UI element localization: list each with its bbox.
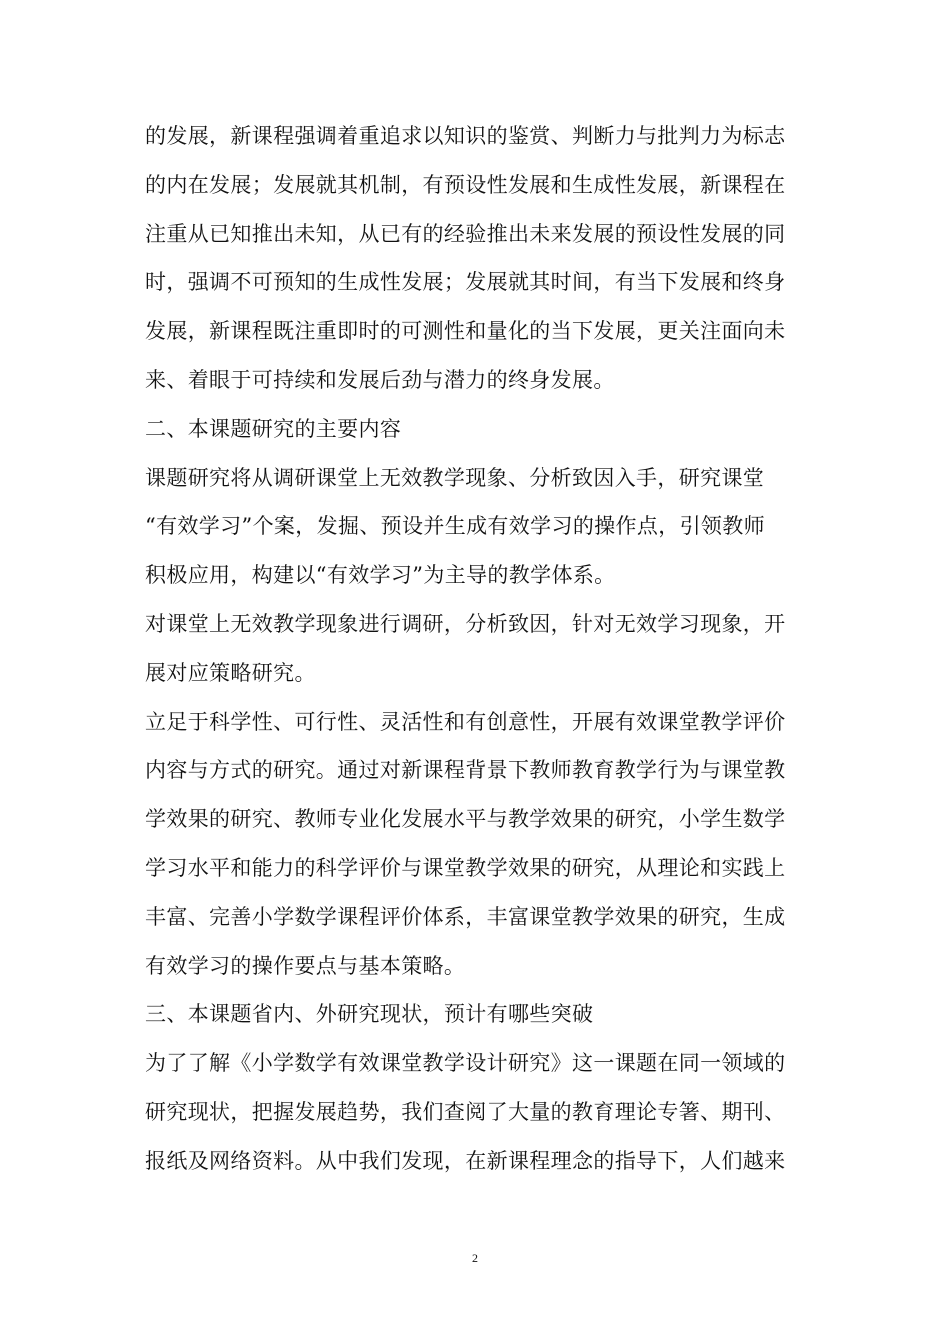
text-line: 丰富、完善小学数学课程评价体系，丰富课堂教学效果的研究，生成	[145, 904, 786, 929]
text-line: 课题研究将从调研课堂上无效教学现象、分析致因入手，研究课堂	[145, 465, 765, 490]
text-line: 学效果的研究、教师专业化发展水平与教学效果的研究，小学生数学	[145, 807, 786, 832]
text-line: 展对应策略研究。	[145, 660, 316, 685]
text-line: 学习水平和能力的科学评价与课堂教学效果的研究，从理论和实践上	[145, 855, 786, 880]
text-line: 的内在发展；发展就其机制，有预设性发展和生成性发展，新课程在	[145, 172, 786, 197]
text-line: 来、着眼于可持续和发展后劲与潜力的终身发展。	[145, 367, 615, 392]
text-line: 有效学习的操作要点与基本策略。	[145, 953, 466, 978]
section-heading: 二、本课题研究的主要内容	[145, 416, 402, 441]
text-line: 为了了解《小学数学有效课堂教学设计研究》这一课题在同一领域的	[145, 1051, 786, 1076]
text-line: “有效学习”个案，发掘、预设并生成有效学习的操作点，引领教师	[145, 514, 765, 539]
text-line: 注重从已知推出未知，从已有的经验推出未来发展的预设性发展的同	[145, 221, 786, 246]
text-line: 研究现状，把握发展趋势，我们查阅了大量的教育理论专箸、期刊、	[145, 1099, 786, 1124]
text-line: 对课堂上无效教学现象进行调研，分析致因，针对无效学习现象，开	[145, 611, 786, 636]
text-line: 内容与方式的研究。通过对新课程背景下教师教育教学行为与课堂教	[145, 758, 786, 783]
text-line: 积极应用，构建以“有效学习”为主导的教学体系。	[145, 563, 616, 588]
text-line: 时，强调不可预知的生成性发展；发展就其时间，有当下发展和终身	[145, 270, 786, 295]
text-line: 立足于科学性、可行性、灵活性和有创意性，开展有效课堂教学评价	[145, 709, 786, 734]
text-line: 发展，新课程既注重即时的可测性和量化的当下发展，更关注面向未	[145, 319, 786, 344]
body-text	[145, 112, 810, 1186]
section-heading: 三、本课题省内、外研究现状，预计有哪些突破	[145, 1002, 594, 1027]
page-number: 2	[472, 1251, 478, 1265]
text-line: 报纸及网络资料。从中我们发现，在新课程理念的指导下，人们越来	[145, 1148, 786, 1173]
text-line: 的发展，新课程强调着重追求以知识的鉴赏、判断力与批判力为标志	[145, 124, 786, 148]
